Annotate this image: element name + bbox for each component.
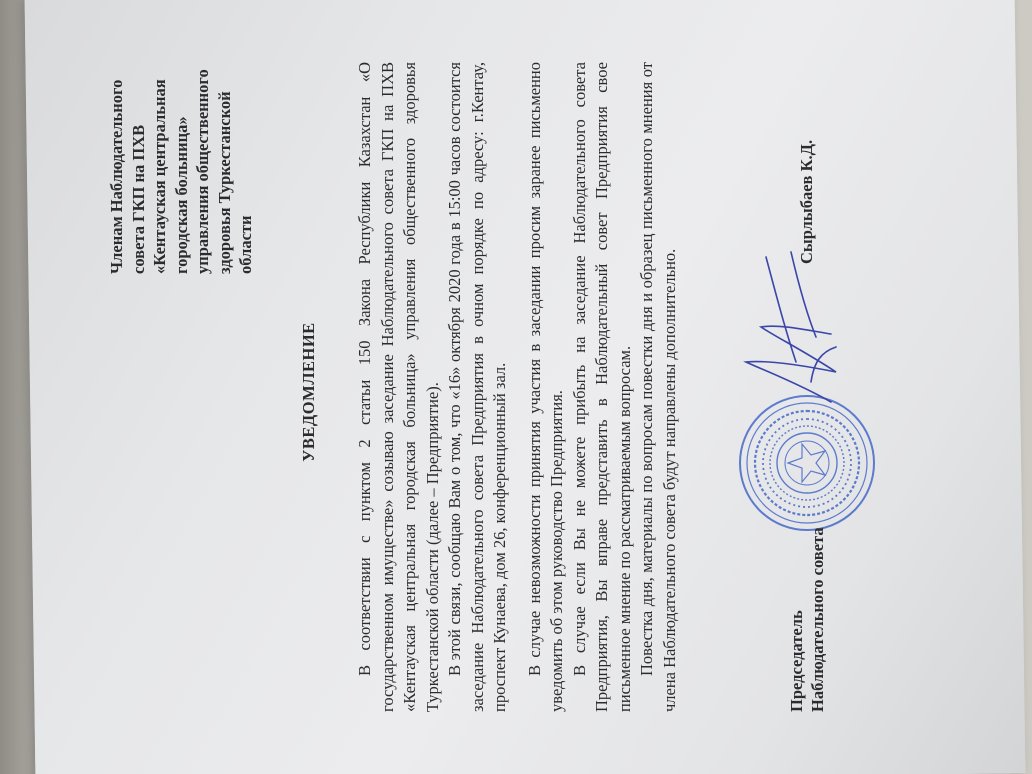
recipient-line: Членам Наблюдательного [107, 79, 126, 274]
recipient-block [106, 14, 257, 274]
stamp-lettering-ring [755, 411, 859, 515]
recipient-line: «Кентауская центральная [150, 79, 169, 274]
document-body [354, 62, 681, 712]
signatory-name: Сырлыбаев К.Д. [797, 139, 816, 264]
handwritten-signature [736, 242, 856, 422]
recipient-line: совета ГКП на ПХВ [128, 124, 148, 274]
position-line: Наблюдательного совета [808, 527, 827, 712]
signatory-position [786, 527, 828, 712]
stamp-star [788, 444, 825, 482]
document-page [36, 32, 1016, 752]
paragraph-legal-basis: В соответствии с пунктом 2 статьи 150 Закона Республики Казахстан «О государственном имуществе» созываю заседание Наблюдательного совета ГКП на ПХВ «Кентауская центральная городская больница» управления общественного здоровья Туркестанской области (далее – Предприятие). [355, 62, 442, 712]
signature-stroke [746, 326, 836, 402]
paragraph-meeting-details: В этой связи, сообщаю Вам о том, что «16» октября 2020 года в 15:00 часов состоится заседание Наблюдательного совета Предприятия в очном порядке по адресу: г.Кентау, проспект Кунаева, дом 26, конференционный зал. [445, 62, 509, 712]
recipient-line: здоровья Туркестанской [214, 91, 234, 274]
document-title: УВЕДОМЛЕНИЕ [299, 322, 318, 462]
paragraph-absence-notice: В случае невозможности принятия участия в заседании просим заранее письменно уведомить об этом руководство Предприятия. [524, 62, 566, 712]
stamp-center-ring [777, 433, 837, 493]
paragraph-written-opinion: В случае если Вы не можете прибыть на заседание Наблюдательного совета Предприятия, Вы вправе представить в Наблюдательный совет Предприятия свое письменное мнение по рассматриваемым вопросам. [569, 62, 634, 712]
position-line: Председатель [787, 610, 806, 712]
recipient-line: области [236, 215, 255, 274]
recipient-line: управления общественного [193, 69, 212, 274]
recipient-line: городская больница» [171, 116, 191, 274]
stamp-emblem [785, 441, 829, 485]
signature-stroke [766, 257, 796, 362]
paragraph-agenda: Повестка дня, материалы по вопросам повестки дня и образец письменного мнения от члена Наблюдательного совета будут направлены дополнительно. [637, 62, 679, 712]
signature-stroke [791, 252, 816, 337]
